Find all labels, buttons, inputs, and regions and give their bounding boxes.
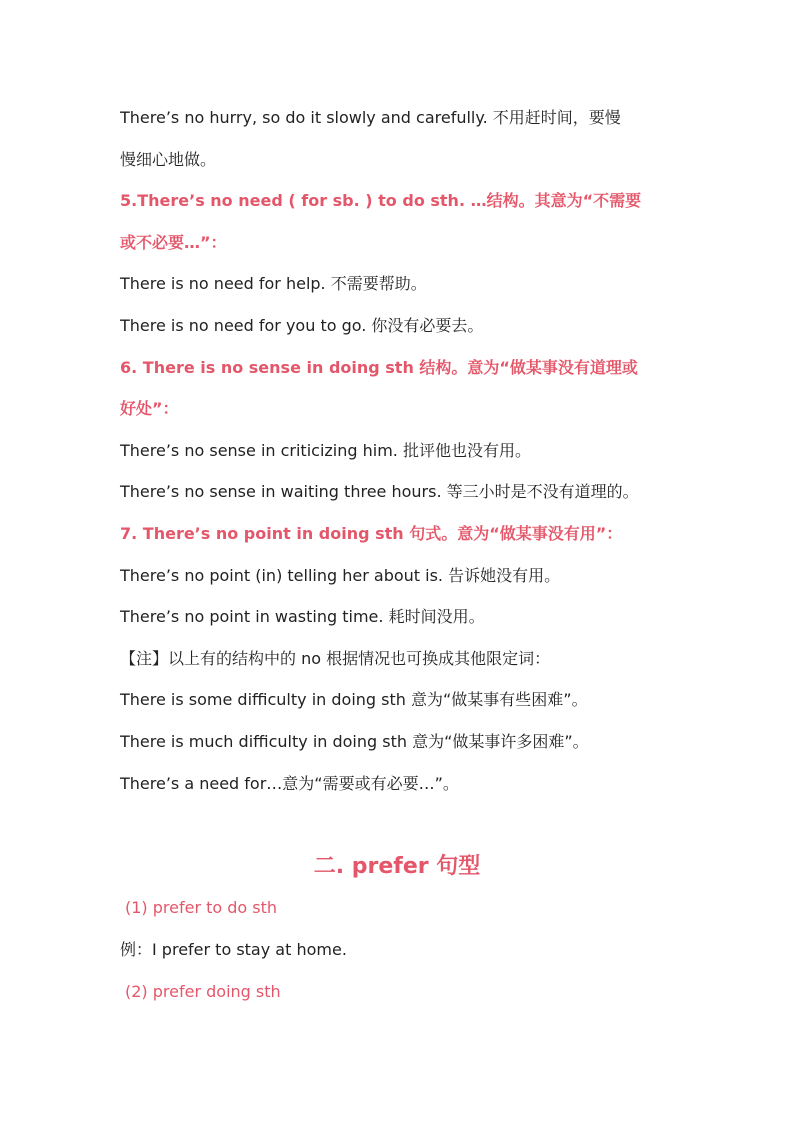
example-line: There’s no point in wasting time. 耗时间没用。 [120,607,485,626]
sub-item: (2) prefer doing sth [125,982,281,1001]
sub-item: (1) prefer to do sth [125,898,278,917]
example-line: There is much difficulty in doing sth 意为“做某事许多困难”。 [120,732,589,751]
rule-heading-6-cont: 好处”： [120,399,179,418]
example-line: There’s no sense in criticizing him. 批评他也没有用。 [120,441,531,460]
example-line: There is no need for help. 不需要帮助。 [120,274,427,293]
section-heading: 二. prefer 句型 [313,854,481,879]
example-line: There is no need for you to go. 你没有必要去。 [120,316,484,335]
text-line: There’s no hurry, so do it slowly and carefully. 不用赶时间，要慢 [120,108,621,127]
rule-heading-5-cont: 或不必要…”： [120,233,227,252]
example-line: 例：I prefer to stay at home. [120,940,347,959]
rule-heading-7: 7. There’s no point in doing sth 句式。意为“做某事没有用”： [120,524,623,543]
example-line: There’s no sense in waiting three hours. 等三小时是不没有道理的。 [120,482,639,501]
example-line: There’s no point (in) telling her about is. 告诉她没有用。 [120,566,561,585]
rule-heading-5: 5.There’s no need ( for sb. ) to do sth. …结构。其意为“不需要 [120,191,642,210]
note-line: 【注】以上有的结构中的 no 根据情况也可换成其他限定词： [120,649,551,668]
example-line: There’s a need for…意为“需要或有必要…”。 [120,774,459,793]
rule-heading-6: 6. There is no sense in doing sth 结构。意为“做某事没有道理或 [120,358,638,377]
example-line: There is some difficulty in doing sth 意为“做某事有些困难”。 [120,690,588,709]
text-line: 慢细心地做。 [120,150,217,169]
